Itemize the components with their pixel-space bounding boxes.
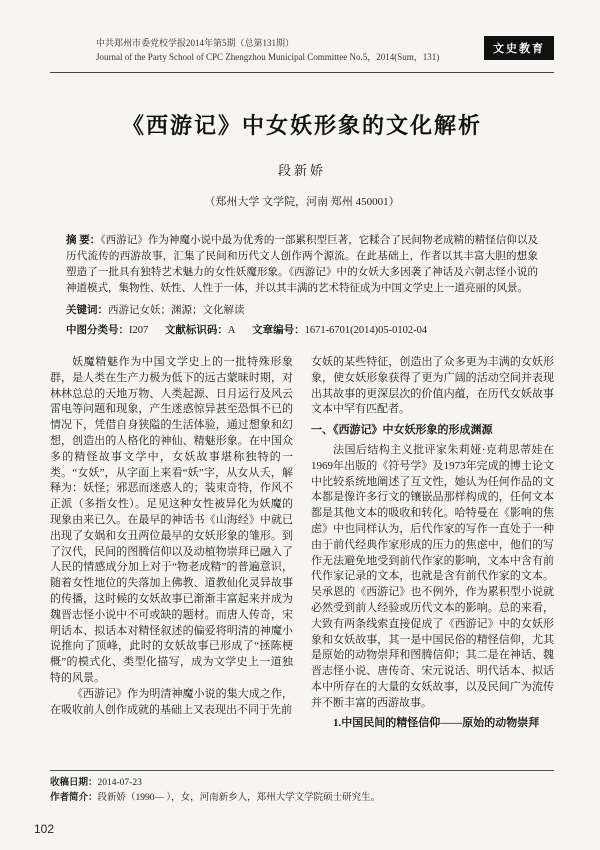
keywords-line xyxy=(66,303,538,319)
doccode-segment xyxy=(165,325,236,336)
footnote-rule xyxy=(50,770,554,771)
journal-header xyxy=(50,36,554,64)
meta-line xyxy=(66,323,538,339)
bio-line xyxy=(50,791,554,806)
received-line xyxy=(50,776,554,791)
article-affiliation: （郑州大学 文学院，河南 郑州 450001） xyxy=(204,196,400,208)
clc-label: 中图分类号： xyxy=(66,325,129,336)
footnote-block xyxy=(50,770,554,806)
article-title: 《西游记》中女妖形象的文化解析 xyxy=(121,113,482,138)
articleid-segment xyxy=(252,325,427,336)
body-paragraph: 妖魔精魅作为中国文学史上的一批特殊形象群，是人类在生产力极为低下的远古蒙昧时期，对林林总总的天地万物、人类起源、日月运行及风云雷电等问题和现象，产生迷惑惊异甚至恐惧不已的情况下，凭借自身狭隘的生活体验，通过想象和幻想，创造出的人格化的神仙、精魅形象。在中国众多的精怪故事文学中，女妖故事堪称独特的一类。“女妖”，从字面上来看“妖”字，从女从夭，解释为：妖怪；邪恶而迷惑人的；装束奇特，作风不正派（多指女性）。足见这种女性被异化为妖魔的现象由来已久。在最早的神话书《山海经》中就已出现了女娲和女丑两位最早的女妖形象的雏形。到了汉代，民间的图腾信仰以及动植物崇拜已融入了人民的情感成分加上对于“物老成精”的普遍意识，随着女性地位的失落加上佛教、道教仙化灵异故事的传播，这时候的女妖故事已渐渐丰富起来并成为魏晋志怪小说中不可或缺的题材。而唐人传奇，宋明话本、拟话本对精怪叙述的偏爱将明清的神魔小说推向了顶峰，此时的女妖故事已形成了“拯陈梗概”的模式化、类型化描写，成为文学史上一道独特的风景。 xyxy=(50,356,293,684)
abstract-text: 《西游记》作为神魔小说中最为优秀的一部累积型巨著，它糅合了民间物老成精的精怪信仰以及历代流传的西游故事，汇集了民间和历代文人创作两个源流。在此基础上，作者以其丰富大胆的想象塑造了一批具有独特艺术魅力的女性妖魔形象。《西游记》中的女妖大多因袭了神话及六朝志怪小说的神道模式，集物性、妖性、人性于一体，并以其丰满的艺术特征成为中国文学史上一道亮丽的风景。 xyxy=(66,235,539,294)
body-paragraph: 《西游记》作为明清神魔小说的集大成之作，在吸收前人创作成就的基础上又表现出不同于先前 xyxy=(50,687,293,716)
articleid-value: 1671-6701(2014)05-0102-04 xyxy=(304,325,428,336)
section-badge: 文史教育 xyxy=(484,36,554,60)
body-columns xyxy=(50,355,554,731)
body-paragraph: 女妖的某些特征，创造出了众多更为丰满的女妖形象，使女妖形象获得了更为广阔的活动空间并表现出其故事的更深层次的价值内蕴，在历代女妖故事文本中罕有匹配者。 xyxy=(311,356,554,416)
bio-label: 作者简介： xyxy=(50,793,98,803)
abstract-block xyxy=(66,233,538,297)
header-rule xyxy=(50,72,554,73)
body-paragraph: 法国后结构主义批评家朱莉娅·克莉思蒂娃在1969年出版的《符号学》及1973年完成的博士论文中比较系统地阐述了互文性，她认为任何作品的文本都是像许多行文的镶嵌品那样构成的，任何文本都是其他文本的吸收和转化。哈特曼在《影响的焦虑》中也同样认为，后代作家的写作一直处于一种由于前代经典作家形成的压力的焦虑中，他们的写作无法避免地受到前代作家的影响，文本中含有前代作家记录的文本，也就是含有前代作家的文本。吴承恩的《西游记》也不例外，作为累积型小说就必然受到前人经验或历代文本的影响。总的来看，大致有两条线索直接促成了《西游记》中的女妖形象和女妖故事，其一是中国民俗的精怪信仰，尤其是原始的动物崇拜和图腾信仰；其二是在神话、魏晋志怪小说、唐传奇、宋元说话、明代话本、拟话本中所存在的大量的女妖故事，以及民间广为流传并不断丰富的西游故事。 xyxy=(311,443,554,709)
received-value: 2014-07-23 xyxy=(97,778,142,788)
keywords-text: 西游记女妖；渊源；文化解读 xyxy=(108,305,245,316)
doccode-value: A xyxy=(227,325,236,336)
bio-value: 段新娇（1990— ），女，河南新乡人，郑州大学文学院硕士研究生。 xyxy=(97,793,381,803)
left-column xyxy=(50,355,293,731)
right-column xyxy=(311,355,554,731)
journal-title-en: Journal of the Party School of CPC Zhengzhou Municipal Committee No.5，2014(Sum，131) xyxy=(96,52,440,62)
keywords-label: 关键词： xyxy=(66,305,108,316)
journal-header-text xyxy=(50,36,439,64)
subsection-heading: 1.中国民间的精怪信仰——原始的动物崇拜 xyxy=(333,716,540,729)
clc-segment xyxy=(66,325,148,336)
page-number: 102 xyxy=(34,822,55,836)
clc-value: I207 xyxy=(129,325,149,336)
doccode-label: 文献标识码： xyxy=(164,325,228,336)
article-author: 段新娇 xyxy=(277,163,326,178)
section-heading: 一、《西游记》中女妖形象的形成渊源 xyxy=(311,424,493,437)
journal-title-cn: 中共郑州市委党校学报2014年第5期（总第131期） xyxy=(96,38,295,48)
articleid-label: 文章编号： xyxy=(252,325,305,336)
received-label: 收稿日期： xyxy=(50,778,98,788)
abstract-label: 摘 要： xyxy=(66,235,101,246)
